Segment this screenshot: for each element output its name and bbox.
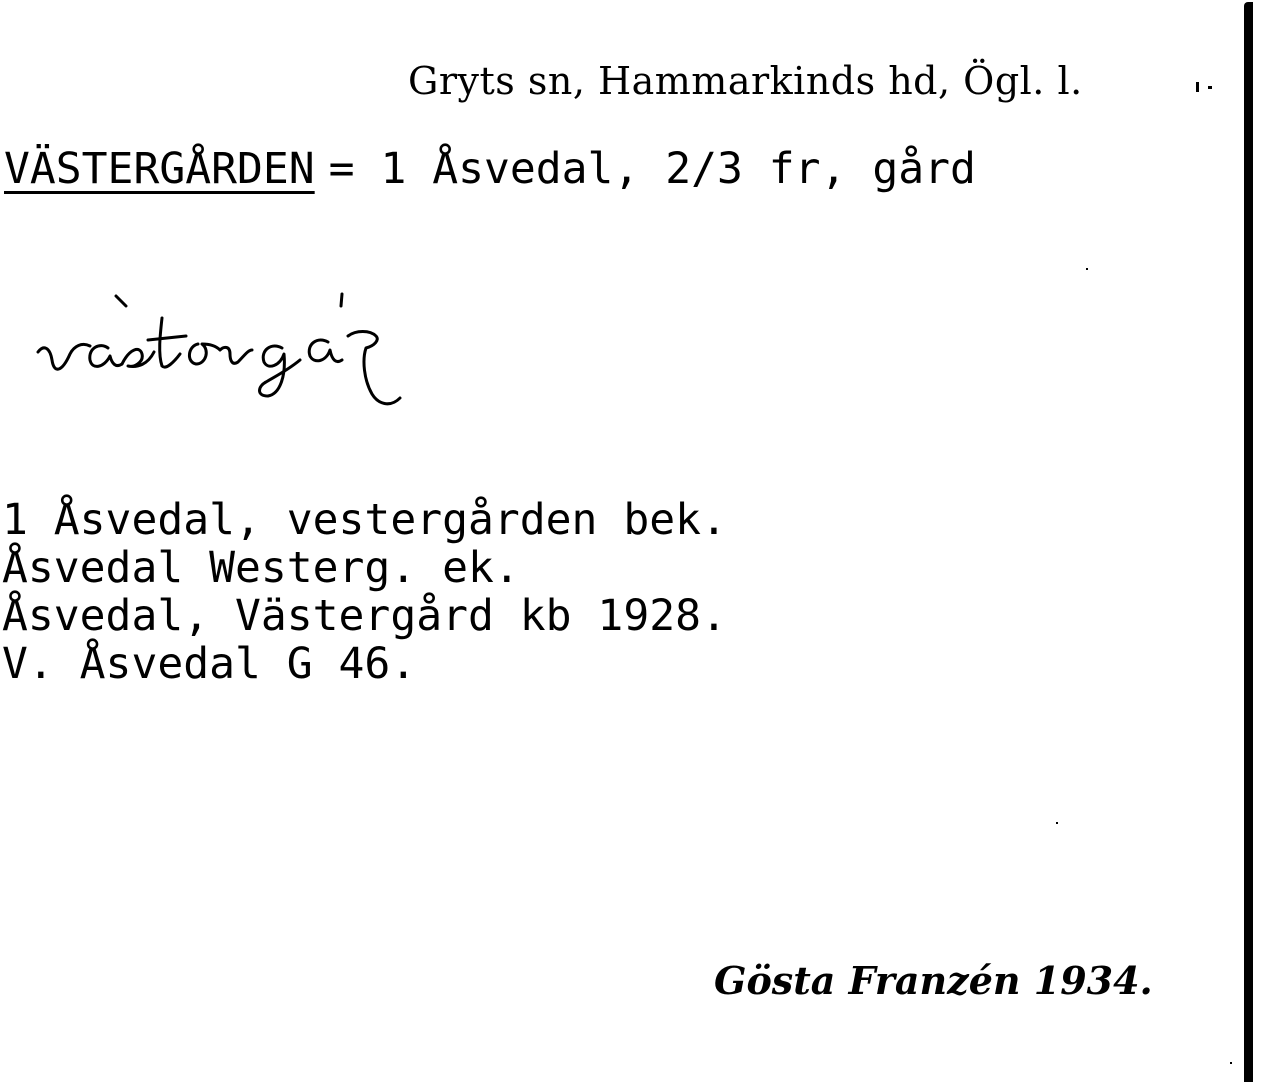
entry-title [4, 144, 976, 194]
scan-speck [1208, 86, 1212, 89]
historical-forms-list [2, 496, 727, 688]
list-item: Åsvedal, Västergård kb 1928. [2, 591, 727, 641]
list-item: Åsvedal Westerg. ek. [2, 543, 520, 593]
scan-speck [1086, 268, 1088, 270]
scan-speck [1056, 822, 1058, 824]
parish-district-header: Gryts sn, Hammarkinds hd, Ögl. l. [408, 59, 1083, 103]
place-description: = 1 Åsvedal, 2/3 fr, gård [328, 144, 976, 194]
scan-speck [1196, 82, 1199, 92]
scan-speck [1230, 1062, 1232, 1064]
card-edge [1244, 2, 1253, 1082]
collector-signature: Gösta Franzén 1934. [714, 958, 1153, 1003]
place-name: VÄSTERGÅRDEN [4, 144, 315, 194]
handwritten-pronunciation [30, 290, 430, 420]
list-item: V. Åsvedal G 46. [2, 639, 417, 689]
list-item: 1 Åsvedal, vestergården bek. [2, 495, 727, 545]
